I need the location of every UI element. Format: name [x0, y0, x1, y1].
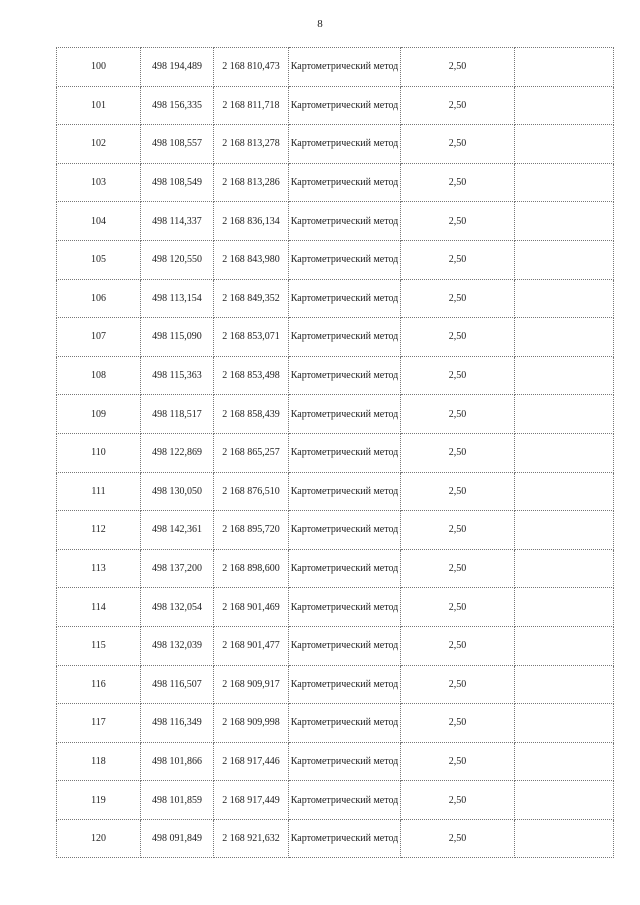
method-cell: Картометрический метод: [289, 665, 401, 704]
y-coordinate-cell: 2 168 811,718: [214, 86, 289, 125]
method-cell: Картометрический метод: [289, 48, 401, 87]
y-coordinate-cell: 2 168 898,600: [214, 549, 289, 588]
accuracy-cell: 2,50: [401, 704, 515, 743]
method-cell: Картометрический метод: [289, 549, 401, 588]
x-coordinate-cell: 498 130,050: [141, 472, 214, 511]
accuracy-cell: 2,50: [401, 125, 515, 164]
point-number-cell: 113: [57, 549, 141, 588]
table-row: [57, 433, 614, 472]
point-number-cell: 115: [57, 626, 141, 665]
x-coordinate-cell: 498 156,335: [141, 86, 214, 125]
table-row: [57, 781, 614, 820]
y-coordinate-cell: 2 168 901,469: [214, 588, 289, 627]
y-coordinate-cell: 2 168 836,134: [214, 202, 289, 241]
table-row: [57, 704, 614, 743]
y-coordinate-cell: 2 168 876,510: [214, 472, 289, 511]
point-number-cell: 105: [57, 240, 141, 279]
accuracy-cell: 2,50: [401, 742, 515, 781]
note-cell: [515, 48, 614, 87]
note-cell: [515, 356, 614, 395]
note-cell: [515, 665, 614, 704]
method-cell: Картометрический метод: [289, 472, 401, 511]
table-row: [57, 48, 614, 87]
point-number-cell: 110: [57, 433, 141, 472]
accuracy-cell: 2,50: [401, 472, 515, 511]
note-cell: [515, 704, 614, 743]
method-cell: Картометрический метод: [289, 125, 401, 164]
point-number-cell: 102: [57, 125, 141, 164]
method-cell: Картометрический метод: [289, 742, 401, 781]
note-cell: [515, 240, 614, 279]
accuracy-cell: 2,50: [401, 163, 515, 202]
accuracy-cell: 2,50: [401, 86, 515, 125]
method-cell: Картометрический метод: [289, 163, 401, 202]
table-row: [57, 742, 614, 781]
accuracy-cell: 2,50: [401, 433, 515, 472]
point-number-cell: 103: [57, 163, 141, 202]
point-number-cell: 106: [57, 279, 141, 318]
note-cell: [515, 163, 614, 202]
note-cell: [515, 86, 614, 125]
note-cell: [515, 781, 614, 820]
y-coordinate-cell: 2 168 917,446: [214, 742, 289, 781]
page-number: 8: [317, 18, 323, 30]
table-row: [57, 549, 614, 588]
note-cell: [515, 318, 614, 357]
note-cell: [515, 472, 614, 511]
table-row: [57, 202, 614, 241]
table-row: [57, 472, 614, 511]
note-cell: [515, 511, 614, 550]
table-row: [57, 163, 614, 202]
note-cell: [515, 549, 614, 588]
point-number-cell: 117: [57, 704, 141, 743]
point-number-cell: 104: [57, 202, 141, 241]
point-number-cell: 100: [57, 48, 141, 87]
x-coordinate-cell: 498 120,550: [141, 240, 214, 279]
y-coordinate-cell: 2 168 921,632: [214, 819, 289, 858]
coordinates-table: [56, 47, 614, 858]
note-cell: [515, 742, 614, 781]
method-cell: Картометрический метод: [289, 588, 401, 627]
y-coordinate-cell: 2 168 865,257: [214, 433, 289, 472]
x-coordinate-cell: 498 114,337: [141, 202, 214, 241]
note-cell: [515, 202, 614, 241]
table-row: [57, 665, 614, 704]
point-number-cell: 114: [57, 588, 141, 627]
point-number-cell: 118: [57, 742, 141, 781]
note-cell: [515, 125, 614, 164]
y-coordinate-cell: 2 168 849,352: [214, 279, 289, 318]
x-coordinate-cell: 498 101,866: [141, 742, 214, 781]
point-number-cell: 108: [57, 356, 141, 395]
point-number-cell: 107: [57, 318, 141, 357]
method-cell: Картометрический метод: [289, 511, 401, 550]
x-coordinate-cell: 498 142,361: [141, 511, 214, 550]
table-row: [57, 356, 614, 395]
table-row: [57, 279, 614, 318]
x-coordinate-cell: 498 194,489: [141, 48, 214, 87]
accuracy-cell: 2,50: [401, 279, 515, 318]
point-number-cell: 111: [57, 472, 141, 511]
y-coordinate-cell: 2 168 843,980: [214, 240, 289, 279]
table-row: [57, 86, 614, 125]
y-coordinate-cell: 2 168 813,286: [214, 163, 289, 202]
accuracy-cell: 2,50: [401, 356, 515, 395]
table-row: [57, 819, 614, 858]
accuracy-cell: 2,50: [401, 781, 515, 820]
method-cell: Картометрический метод: [289, 279, 401, 318]
y-coordinate-cell: 2 168 917,449: [214, 781, 289, 820]
method-cell: Картометрический метод: [289, 819, 401, 858]
x-coordinate-cell: 498 132,054: [141, 588, 214, 627]
method-cell: Картометрический метод: [289, 356, 401, 395]
method-cell: Картометрический метод: [289, 781, 401, 820]
note-cell: [515, 588, 614, 627]
y-coordinate-cell: 2 168 813,278: [214, 125, 289, 164]
table-row: [57, 626, 614, 665]
method-cell: Картометрический метод: [289, 86, 401, 125]
x-coordinate-cell: 498 116,507: [141, 665, 214, 704]
y-coordinate-cell: 2 168 858,439: [214, 395, 289, 434]
method-cell: Картометрический метод: [289, 395, 401, 434]
point-number-cell: 116: [57, 665, 141, 704]
accuracy-cell: 2,50: [401, 511, 515, 550]
method-cell: Картометрический метод: [289, 433, 401, 472]
y-coordinate-cell: 2 168 909,998: [214, 704, 289, 743]
coordinates-table-body: [57, 48, 614, 858]
table-row: [57, 395, 614, 434]
x-coordinate-cell: 498 113,154: [141, 279, 214, 318]
y-coordinate-cell: 2 168 853,498: [214, 356, 289, 395]
accuracy-cell: 2,50: [401, 202, 515, 241]
point-number-cell: 101: [57, 86, 141, 125]
accuracy-cell: 2,50: [401, 395, 515, 434]
y-coordinate-cell: 2 168 810,473: [214, 48, 289, 87]
table-row: [57, 588, 614, 627]
note-cell: [515, 395, 614, 434]
point-number-cell: 119: [57, 781, 141, 820]
method-cell: Картометрический метод: [289, 318, 401, 357]
method-cell: Картометрический метод: [289, 202, 401, 241]
method-cell: Картометрический метод: [289, 704, 401, 743]
x-coordinate-cell: 498 137,200: [141, 549, 214, 588]
table-row: [57, 240, 614, 279]
x-coordinate-cell: 498 132,039: [141, 626, 214, 665]
note-cell: [515, 626, 614, 665]
accuracy-cell: 2,50: [401, 240, 515, 279]
table-row: [57, 125, 614, 164]
x-coordinate-cell: 498 115,090: [141, 318, 214, 357]
y-coordinate-cell: 2 168 853,071: [214, 318, 289, 357]
x-coordinate-cell: 498 122,869: [141, 433, 214, 472]
table-row: [57, 318, 614, 357]
accuracy-cell: 2,50: [401, 626, 515, 665]
method-cell: Картометрический метод: [289, 240, 401, 279]
accuracy-cell: 2,50: [401, 549, 515, 588]
x-coordinate-cell: 498 108,557: [141, 125, 214, 164]
x-coordinate-cell: 498 115,363: [141, 356, 214, 395]
x-coordinate-cell: 498 101,859: [141, 781, 214, 820]
y-coordinate-cell: 2 168 909,917: [214, 665, 289, 704]
accuracy-cell: 2,50: [401, 819, 515, 858]
y-coordinate-cell: 2 168 895,720: [214, 511, 289, 550]
accuracy-cell: 2,50: [401, 588, 515, 627]
note-cell: [515, 279, 614, 318]
x-coordinate-cell: 498 116,349: [141, 704, 214, 743]
accuracy-cell: 2,50: [401, 665, 515, 704]
x-coordinate-cell: 498 118,517: [141, 395, 214, 434]
point-number-cell: 109: [57, 395, 141, 434]
accuracy-cell: 2,50: [401, 318, 515, 357]
note-cell: [515, 433, 614, 472]
method-cell: Картометрический метод: [289, 626, 401, 665]
point-number-cell: 112: [57, 511, 141, 550]
x-coordinate-cell: 498 108,549: [141, 163, 214, 202]
x-coordinate-cell: 498 091,849: [141, 819, 214, 858]
point-number-cell: 120: [57, 819, 141, 858]
note-cell: [515, 819, 614, 858]
accuracy-cell: 2,50: [401, 48, 515, 87]
table-row: [57, 511, 614, 550]
y-coordinate-cell: 2 168 901,477: [214, 626, 289, 665]
